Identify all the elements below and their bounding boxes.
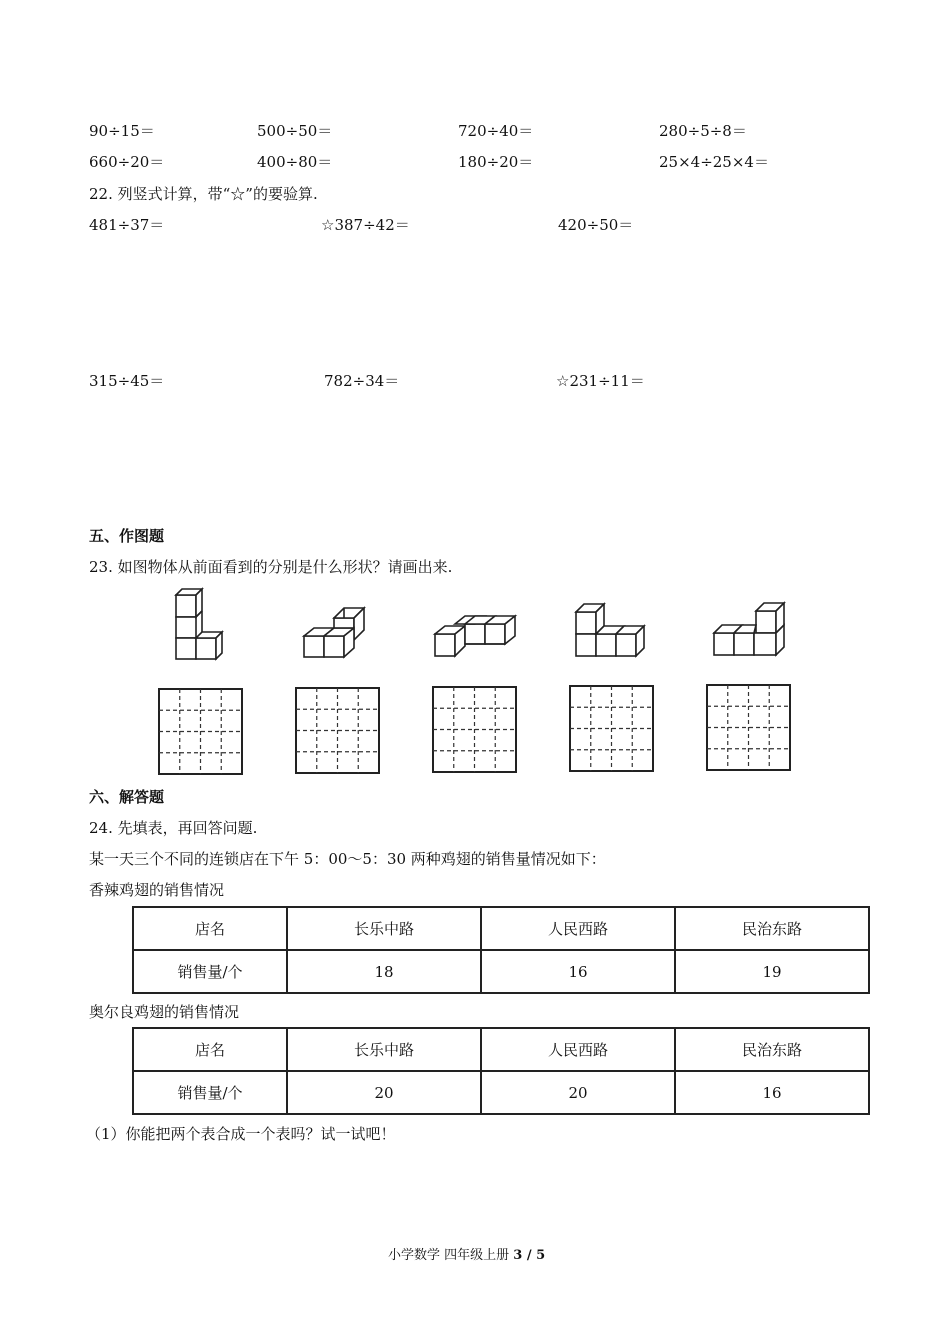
table-cell: 民治东路 <box>675 907 869 950</box>
vertical-calc-item: ☆387÷42＝ <box>321 216 410 234</box>
table-cell: 销售量/个 <box>133 950 287 993</box>
vertical-calc-item: ☆231÷11＝ <box>556 372 645 390</box>
table-cell: 店名 <box>133 907 287 950</box>
table-cell: 18 <box>287 950 481 993</box>
table-cell: 长乐中路 <box>287 1028 481 1071</box>
table-cell: 16 <box>481 950 675 993</box>
page-total: 5 <box>536 1248 546 1263</box>
page-footer <box>388 1247 545 1265</box>
table-cell: 19 <box>675 950 869 993</box>
exercise-item: 400÷80＝ <box>257 153 333 171</box>
vertical-calc-item: 782÷34＝ <box>324 372 400 390</box>
table-header-row <box>133 907 869 950</box>
answer-grid-1 <box>158 688 244 776</box>
vertical-calc-item: 315÷45＝ <box>89 372 165 390</box>
question-24-prompt: 24. 先填表，再回答问题. <box>89 819 258 837</box>
table-cell: 20 <box>287 1071 481 1114</box>
table-row <box>133 1071 869 1114</box>
cube-figure-5 <box>708 600 788 660</box>
table-cell: 销售量/个 <box>133 1071 287 1114</box>
cube-figure-4 <box>570 600 650 662</box>
vertical-calc-item: 481÷37＝ <box>89 216 165 234</box>
question-24-intro: 某一天三个不同的连锁店在下午 5：00～5：30 两种鸡翅的销售量情况如下： <box>89 850 606 868</box>
table-header-row <box>133 1028 869 1071</box>
sub-question-1: （1）你能把两个表合成一个表吗？试一试吧！ <box>86 1125 396 1143</box>
table-cell: 16 <box>675 1071 869 1114</box>
sales-table-spicy <box>132 906 870 994</box>
sales-table-orleans <box>132 1027 870 1115</box>
answer-grid-4 <box>569 685 655 773</box>
table-cell: 长乐中路 <box>287 907 481 950</box>
answer-grid-3 <box>432 686 518 774</box>
section-6-heading: 六、解答题 <box>89 788 165 806</box>
answer-grid-5 <box>706 684 792 772</box>
exercise-item: 90÷15＝ <box>89 122 155 140</box>
table-row <box>133 950 869 993</box>
table-2-caption: 奥尔良鸡翅的销售情况 <box>89 1003 240 1021</box>
exercise-item: 500÷50＝ <box>257 122 333 140</box>
exercise-item: 25×4÷25×4＝ <box>659 153 769 171</box>
table-cell: 人民西路 <box>481 907 675 950</box>
vertical-calc-item: 420÷50＝ <box>558 216 634 234</box>
footer-text: 小学数学 四年级上册 <box>388 1248 514 1263</box>
table-cell: 店名 <box>133 1028 287 1071</box>
section-5-heading: 五、作图题 <box>89 527 165 545</box>
cube-figure-2 <box>300 602 380 662</box>
question-22-prompt: 22. 列竖式计算，带“☆”的要验算. <box>89 185 318 203</box>
table-cell: 20 <box>481 1071 675 1114</box>
answer-grid-2 <box>295 687 381 775</box>
table-cell: 民治东路 <box>675 1028 869 1071</box>
page-separator: / <box>522 1248 537 1263</box>
exercise-item: 280÷5÷8＝ <box>659 122 747 140</box>
exercise-item: 660÷20＝ <box>89 153 165 171</box>
exercise-item: 720÷40＝ <box>458 122 534 140</box>
table-cell: 人民西路 <box>481 1028 675 1071</box>
table-1-caption: 香辣鸡翅的销售情况 <box>89 881 225 899</box>
cube-figure-1 <box>170 585 232 663</box>
cube-figure-3 <box>432 610 518 662</box>
exercise-item: 180÷20＝ <box>458 153 534 171</box>
question-23-prompt: 23. 如图物体从前面看到的分别是什么形状？请画出来. <box>89 558 453 576</box>
page-number: 3 <box>513 1248 523 1263</box>
